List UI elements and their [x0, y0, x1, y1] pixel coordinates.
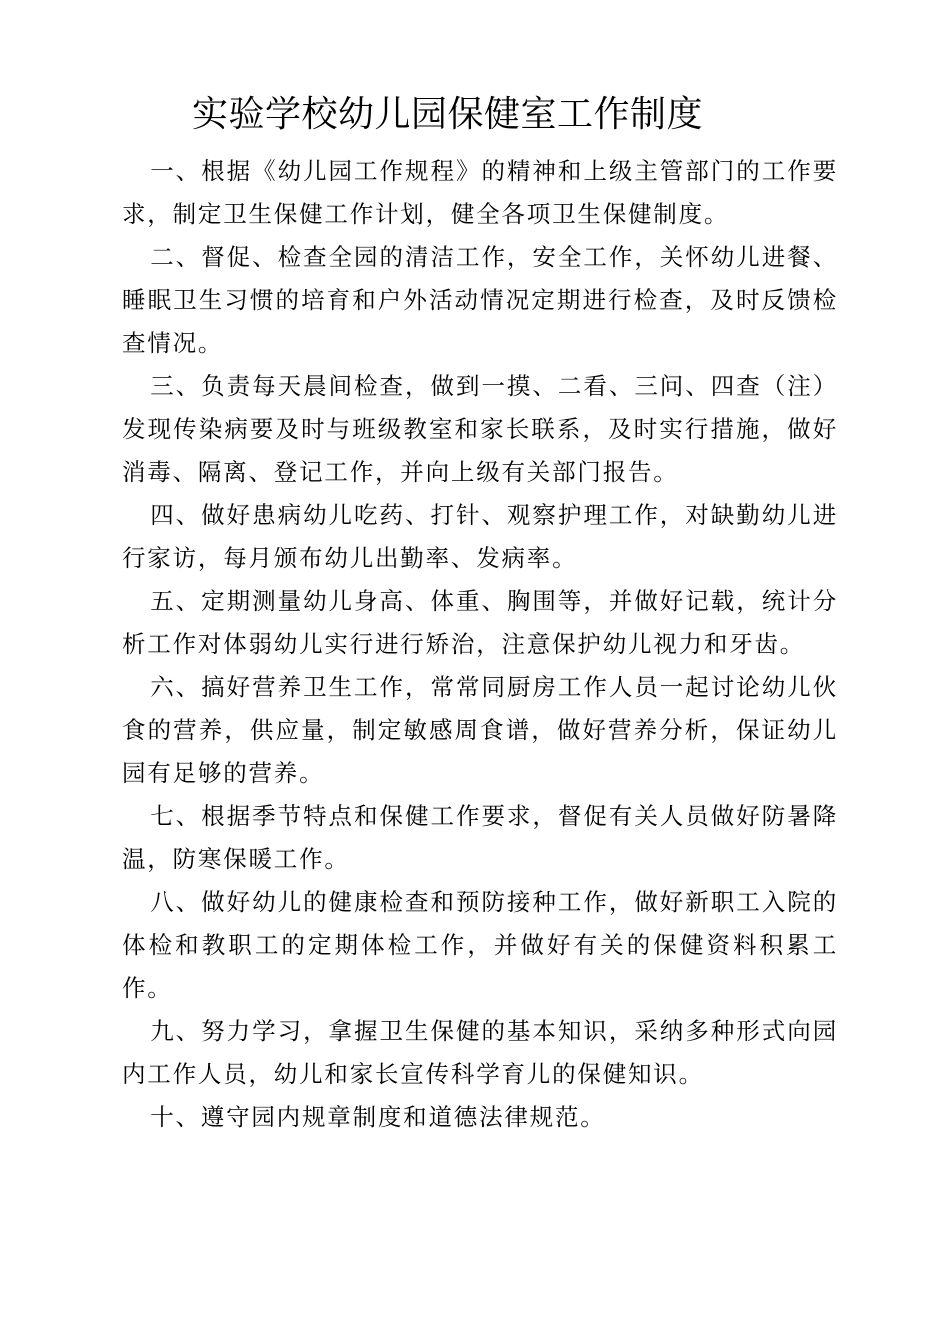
rule-paragraph-1: 一、根据《幼儿园工作规程》的精神和上级主管部门的工作要求，制定卫生保健工作计划，健全各项卫生保健制度。 — [122, 157, 838, 228]
rule-paragraph-10: 十、遵守园内规章制度和道德法律规范。 — [150, 1103, 606, 1131]
rule-paragraph-3: 三、负责每天晨间检查，做到一摸、二看、三问、四查（注）发现传染病要及时与班级教室和家长联系，及时实行措施，做好消毒、隔离、登记工作，并向上级有关部门报告。 — [122, 372, 838, 486]
rule-paragraph-8: 八、做好幼儿的健康检查和预防接种工作，做好新职工入院的体检和教职工的定期体检工作，并做好有关的保健资料积累工作。 — [122, 888, 838, 1002]
rule-paragraph-2: 二、督促、检查全园的清洁工作，安全工作，关怀幼儿进餐、睡眠卫生习惯的培育和户外活动情况定期进行检查，及时反馈检查情况。 — [122, 243, 838, 357]
rule-paragraph-9: 九、努力学习，拿握卫生保健的基本知识，采纳多种形式向园内工作人员，幼儿和家长宣传科学育儿的保健知识。 — [122, 1017, 838, 1088]
rule-paragraph-5: 五、定期测量幼儿身高、体重、胸围等，并做好记载，统计分析工作对体弱幼儿实行进行矫治，注意保护幼儿视力和牙齿。 — [122, 587, 838, 658]
document-body — [122, 150, 838, 1139]
rule-paragraph-7: 七、根据季节特点和保健工作要求，督促有关人员做好防暑降温，防寒保暖工作。 — [122, 802, 838, 873]
rule-paragraph-6: 六、搞好营养卫生工作，常常同厨房工作人员一起讨论幼儿伙食的营养，供应量，制定敏感周食谱，做好营养分析，保证幼儿园有足够的营养。 — [122, 673, 838, 787]
document-title: 实验学校幼儿园保健室工作制度 — [192, 94, 704, 135]
rule-paragraph-4: 四、做好患病幼儿吃药、打针、观察护理工作，对缺勤幼儿进行家访，每月颁布幼儿出勤率、发病率。 — [122, 501, 838, 572]
